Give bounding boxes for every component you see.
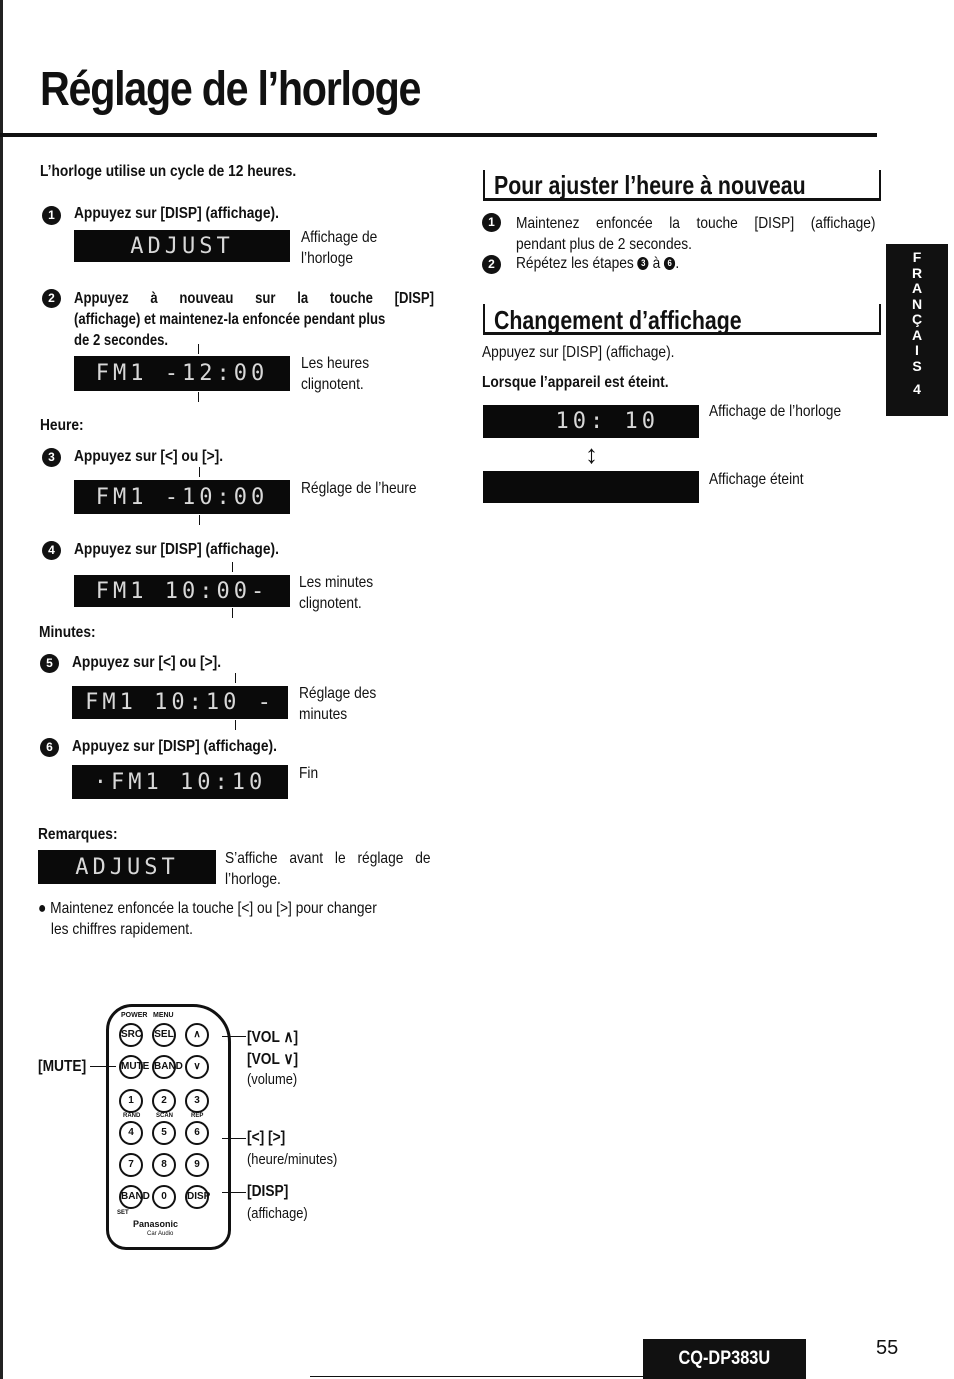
remote-key-9[interactable]: 9 <box>185 1153 209 1177</box>
remote-key-8[interactable]: 8 <box>152 1153 176 1177</box>
blink-tick <box>199 515 200 525</box>
remote-vol-up-button[interactable]: ∧ <box>185 1023 209 1047</box>
remote-key-label: SCAN <box>156 1113 174 1119</box>
toggle-arrow-icon: ↕ <box>585 439 598 469</box>
step-number-2: 2 <box>42 289 61 308</box>
side-tab-letter: N <box>911 295 923 312</box>
page-number: 55 <box>876 1337 899 1359</box>
step-ref-6: 6 <box>664 257 675 270</box>
section-label-heure: Heure: <box>40 417 84 434</box>
remote-label-vol-up: [VOL ∧] <box>247 1029 299 1046</box>
display-change-intro: Appuyez sur [DISP] (affichage). <box>482 344 675 361</box>
bullet-dot: ● <box>38 900 51 917</box>
lcd-display: FM1 10:10 - <box>72 686 288 719</box>
remote-brand: Panasonic <box>133 1219 179 1229</box>
page-title: Réglage de l’horloge <box>40 63 421 116</box>
clock-display-on: 10: 10 <box>483 405 699 438</box>
step3-text: Appuyez sur [<] ou [>]. <box>74 448 224 465</box>
remote-key-label: RAND <box>123 1113 141 1119</box>
remote-sub-brand: Car Audio <box>147 1231 174 1237</box>
blink-tick <box>235 673 236 683</box>
remote-control <box>106 1004 231 1250</box>
display-note: minutes <box>299 706 348 723</box>
title-rule <box>0 133 877 137</box>
readjust-step2 <box>516 255 679 273</box>
display-note: Les heures <box>301 355 370 372</box>
step2-line: (affichage) et maintenez-la enfoncée pendant plus <box>74 311 386 328</box>
step-number-3: 3 <box>42 448 61 467</box>
remote-label-arrows-note: (heure/minutes) <box>247 1151 338 1168</box>
remote-label-disp-note: (affichage) <box>247 1205 308 1222</box>
remarks-label: Remarques: <box>38 826 118 843</box>
remote-key-3[interactable]: 3 <box>185 1089 209 1113</box>
display-note: Réglage des <box>299 685 377 702</box>
remote-label-mute: [MUTE] <box>38 1058 87 1075</box>
blink-tick <box>235 720 236 730</box>
readjust-step1 <box>516 213 934 255</box>
remote-key-label: REP <box>191 1113 204 1119</box>
step-number-6: 6 <box>40 738 59 757</box>
remote-band2-button[interactable]: BAND <box>119 1185 143 1209</box>
section-heading-readjust: Pour ajuster l’heure à nouveau <box>494 170 806 200</box>
blink-tick <box>198 392 199 402</box>
remote-src-button[interactable]: SRC <box>119 1023 143 1047</box>
clock-display-label: Affichage de l’horloge <box>709 403 842 420</box>
leader-line <box>222 1138 246 1139</box>
side-tab-page-index: 4 <box>913 381 921 397</box>
lcd-display: FM1 -10:00 <box>74 480 290 514</box>
step2-line: Appuyez à nouveau sur la touche [DISP] <box>74 290 434 307</box>
remark-note-line: S’affiche avant le réglage de <box>225 850 431 867</box>
lcd-display: FM1 10:00- <box>74 575 290 607</box>
blink-tick <box>232 608 233 618</box>
bullet-line: Maintenez enfoncée la touche [<] ou [>] pour changer <box>50 900 377 917</box>
lcd-display: ADJUST <box>74 230 290 262</box>
remote-menu-label: MENU <box>153 1012 174 1019</box>
step2-text <box>74 288 434 351</box>
remote-label-vol-down: [VOL ∨] <box>247 1051 299 1068</box>
readjust-step1-line: Maintenez enfoncée la touche [DISP] (affichage) <box>516 215 876 232</box>
remote-disp-button[interactable]: DISP <box>185 1185 209 1209</box>
side-tab-letter: A <box>911 280 923 296</box>
remote-key-6[interactable]: 6 <box>185 1121 209 1145</box>
side-tab-letter: I <box>915 342 919 358</box>
language-side-tab <box>886 244 948 416</box>
display-note: Les minutes <box>299 574 374 591</box>
step-number-2: 2 <box>482 255 501 274</box>
display-note: Réglage de l’heure <box>301 480 417 497</box>
readjust-step2-end: . <box>675 255 680 272</box>
bullet-line: les chiffres rapidement. <box>50 921 193 938</box>
remote-key-7[interactable]: 7 <box>119 1153 143 1177</box>
lcd-display: ·FM1 10:10 <box>72 765 288 799</box>
step2-line: de 2 secondes. <box>74 332 169 349</box>
blink-tick <box>198 344 199 354</box>
bullet-note <box>38 898 432 940</box>
step-number-4: 4 <box>42 541 61 560</box>
side-tab-letter: S <box>912 357 922 374</box>
step-number-1: 1 <box>482 213 501 232</box>
display-off-label: Affichage éteint <box>709 471 804 488</box>
step-number-1: 1 <box>42 206 61 225</box>
step1-text: Appuyez sur [DISP] (affichage). <box>74 205 279 222</box>
remote-key-1[interactable]: 1 <box>119 1089 143 1113</box>
remark-note-line: l’horloge. <box>225 871 281 888</box>
leader-line <box>222 1036 246 1037</box>
step-ref-3: 3 <box>638 257 649 270</box>
remote-key-4[interactable]: 4 <box>119 1121 143 1145</box>
intro-text: L’horloge utilise un cycle de 12 heures. <box>40 163 297 180</box>
blink-tick <box>232 562 233 572</box>
readjust-step2-text: Répétez les étapes <box>516 255 634 272</box>
remote-key-5[interactable]: 5 <box>152 1121 176 1145</box>
lcd-display: ADJUST <box>38 850 216 884</box>
remote-key-2[interactable]: 2 <box>152 1089 176 1113</box>
blink-tick <box>199 467 200 477</box>
step5-text: Appuyez sur [<] ou [>]. <box>72 654 222 671</box>
display-change-condition: Lorsque l’appareil est éteint. <box>482 374 669 391</box>
remote-vol-down-button[interactable]: ∨ <box>185 1055 209 1079</box>
leader-line <box>222 1192 246 1193</box>
side-tab-letter: A <box>911 326 923 343</box>
display-note: Affichage de <box>301 229 378 246</box>
side-tab-letter: R <box>911 264 923 281</box>
step6-text: Appuyez sur [DISP] (affichage). <box>72 738 277 755</box>
display-note: clignotent. <box>301 376 364 393</box>
side-tab-letter: F <box>912 249 922 265</box>
left-margin-bar <box>0 0 3 1379</box>
display-off-block <box>483 471 699 503</box>
step-number-5: 5 <box>40 654 59 673</box>
display-note: clignotent. <box>299 595 362 612</box>
remote-label-volume: (volume) <box>247 1071 298 1088</box>
remote-key-0[interactable]: 0 <box>152 1185 176 1209</box>
remote-sel-button[interactable]: SEL <box>152 1023 176 1047</box>
readjust-step1-line: pendant plus de 2 secondes. <box>516 236 692 253</box>
remote-mute-button[interactable]: MUTE <box>119 1055 143 1079</box>
readjust-step2-mid: à <box>652 255 661 272</box>
remote-band-button[interactable]: BAND <box>152 1055 176 1079</box>
footer-rule <box>310 1376 644 1377</box>
model-name: CQ-DP383U <box>678 1348 771 1369</box>
step4-text: Appuyez sur [DISP] (affichage). <box>74 541 279 558</box>
remote-label-disp: [DISP] <box>247 1183 289 1200</box>
section-label-minutes: Minutes: <box>39 624 96 641</box>
remote-label-arrows: [<] [>] <box>247 1129 286 1146</box>
model-badge <box>643 1339 806 1379</box>
section-heading-display-change: Changement d’affichage <box>494 305 742 335</box>
lcd-display: FM1 -12:00 <box>74 356 290 391</box>
display-note: Fin <box>299 765 319 782</box>
remote-key-label: SET <box>117 1210 129 1216</box>
remark-note <box>225 848 431 890</box>
side-tab-letter: Ç <box>911 311 923 327</box>
display-note: l’horloge <box>301 250 354 267</box>
remote-power-label: POWER <box>121 1012 148 1019</box>
